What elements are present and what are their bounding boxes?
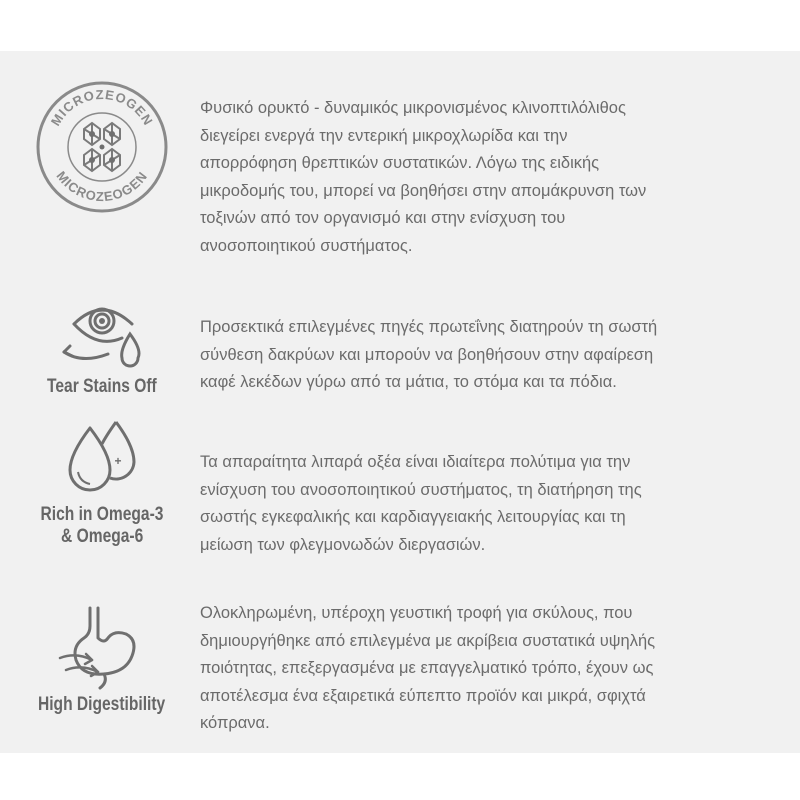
feature-icon-column	[22, 604, 182, 716]
badge-bottom-text: MICROZEOGEN	[53, 168, 151, 205]
feature-description: Προσεκτικά επιλεγμένες πηγές πρωτεΐνης διατηρούν τη σωστή σύνθεση δακρύων και μπορούν να βοηθήσουν στην αφαίρεση καφέ λεκέδων γύρω από τα μάτια, το στόμα και τα πόδια.	[200, 318, 658, 391]
svg-text:+: +	[114, 454, 122, 468]
feature-icon-column	[22, 418, 182, 548]
svg-text:MICROZEOGEN	[54, 168, 151, 204]
oil-drops-icon	[52, 418, 152, 502]
eye-tear-icon	[52, 294, 152, 372]
feature-icon-column	[22, 77, 182, 217]
feature-icon-column	[22, 294, 182, 398]
feature-caption-line2: & Omega-6	[60, 526, 144, 547]
feature-description: Φυσικό ορυκτό - δυναμικός μικρονισμένος κλινοπτιλόλιθος διεγείρει ενεργά την εντερική μικροχλωρίδα και την απορρόφηση θρεπτικών συστατικών. Λόγω της ειδικής μικροδομής του, μπορεί να βοηθήσει στην απομάκρυνση των τοξινών από τον οργανισμό και στην ενίσχυση του ανοσοποιητικού συστήματος.	[200, 99, 647, 255]
feature-description: Ολοκληρωμένη, υπέροχη γευστική τροφή για σκύλους, που δημιουργήθηκε από επιλεγμένα με ακρίβεια συστατικά υψηλής ποιότητας, επεξεργασμένα με επαγγελματικό τρόπο, έχουν ως αποτέλεσμα ένα εξαιρετικά εύπεπτο προϊόν και μικρά, σφιχτά κόπρανα.	[200, 604, 656, 732]
feature-caption: Tear Stains Off	[47, 376, 157, 397]
stomach-icon	[52, 604, 152, 692]
badge-top-text: MICROZEOGEN	[47, 86, 157, 129]
feature-description: Τα απαραίτητα λιπαρά οξέα είναι ιδιαίτερα πολύτιμα για την ενίσχυση του ανοσοποιητικού συστήματος, τη διατήρηση της σωστής εγκεφαλικής και καρδιαγγειακής λειτουργίας και τη μείωση των φλεγμονωδών διεργασιών.	[200, 453, 642, 554]
svg-text:MICROZEOGEN	[48, 87, 156, 129]
microzeogen-badge-icon	[32, 77, 172, 217]
feature-caption-line1: Rich in Omega-3	[40, 504, 164, 525]
feature-caption: High Digestibility	[38, 694, 166, 715]
